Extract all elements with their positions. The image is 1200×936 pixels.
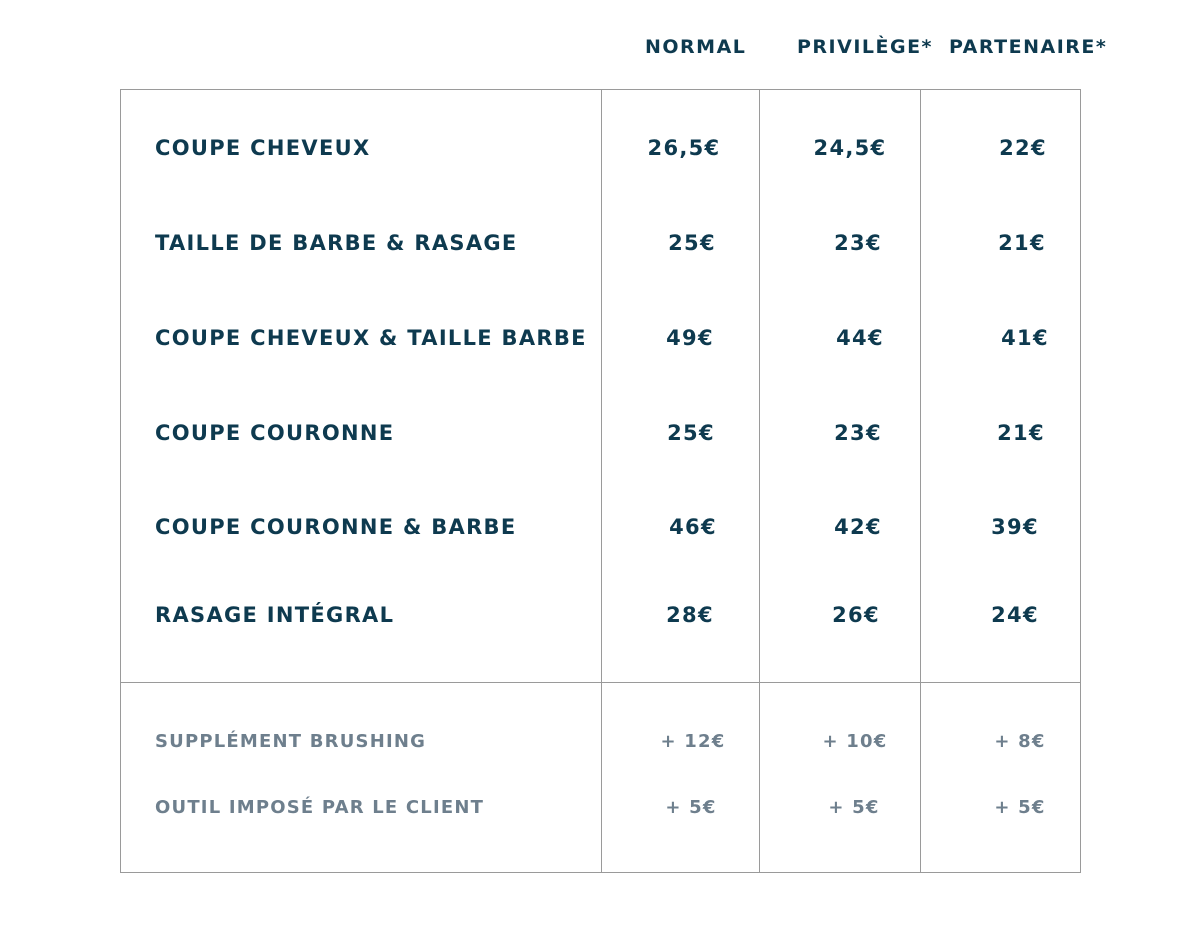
extra-price-normal: + 5€ [665,797,717,818]
price-privilege: 42€ [834,515,882,539]
price-privilege: 23€ [834,231,882,255]
column-divider-normal [601,89,602,873]
service-name: COUPE COURONNE & BARBE [155,515,517,539]
price-normal: 26,5€ [647,136,721,160]
price-partenaire: 21€ [998,231,1046,255]
price-privilege: 44€ [836,326,884,350]
column-header-normal: NORMAL [645,36,747,58]
service-name: COUPE CHEVEUX [155,136,371,160]
extra-price-privilege: + 5€ [828,797,880,818]
extra-name: SUPPLÉMENT BRUSHING [155,731,427,752]
extra-price-partenaire: + 8€ [994,731,1046,752]
service-name: COUPE CHEVEUX & TAILLE BARBE [155,326,587,350]
price-normal: 25€ [668,231,716,255]
price-normal: 25€ [667,421,715,445]
column-header-privilege: PRIVILÈGE* [797,36,933,58]
column-divider-partenaire [920,89,921,873]
extra-price-privilege: + 10€ [822,731,888,752]
column-header-partenaire: PARTENAIRE* [949,36,1108,58]
column-divider-privilege [759,89,760,873]
price-partenaire: 21€ [997,421,1045,445]
price-privilege: 26€ [832,603,880,627]
extra-price-partenaire: + 5€ [994,797,1046,818]
extra-name: OUTIL IMPOSÉ PAR LE CLIENT [155,797,485,818]
price-partenaire: 41€ [1001,326,1049,350]
price-normal: 28€ [666,603,714,627]
extra-price-normal: + 12€ [660,731,726,752]
price-partenaire: 24€ [991,603,1039,627]
section-divider [120,682,1081,683]
price-partenaire: 39€ [991,515,1039,539]
service-name: TAILLE DE BARBE & RASAGE [155,231,518,255]
price-normal: 46€ [669,515,717,539]
price-partenaire: 22€ [999,136,1047,160]
price-privilege: 24,5€ [813,136,887,160]
service-name: RASAGE INTÉGRAL [155,603,395,627]
service-name: COUPE COURONNE [155,421,395,445]
price-privilege: 23€ [834,421,882,445]
price-normal: 49€ [666,326,714,350]
